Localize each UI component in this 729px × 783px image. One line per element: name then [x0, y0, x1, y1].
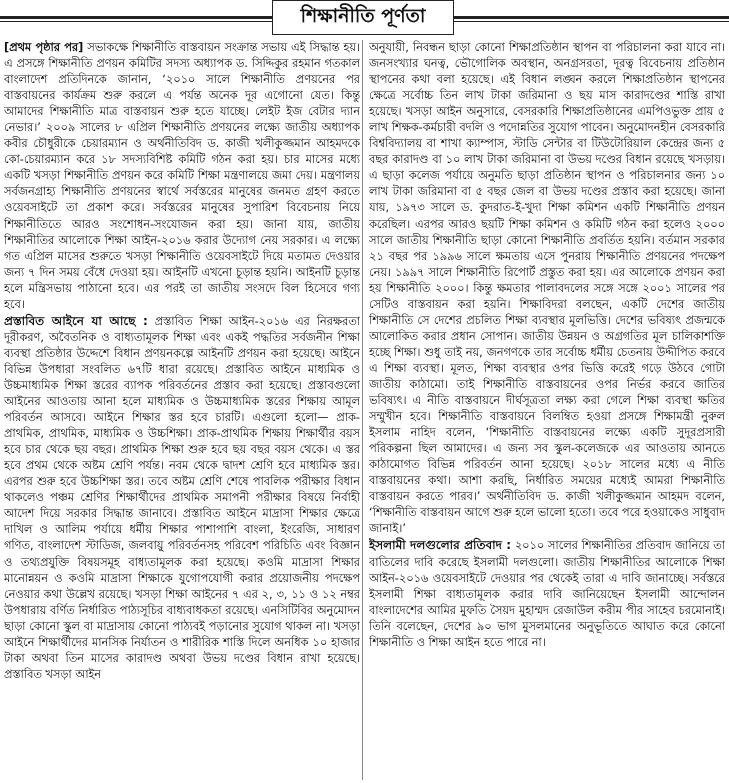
- left-paragraph-1: [4, 40, 360, 313]
- section-header: [0, 0, 729, 34]
- page-title: শিক্ষানীতি পূর্ণতা: [300, 4, 426, 27]
- column-divider: [362, 40, 363, 780]
- right-column: [369, 40, 725, 780]
- right-paragraph-2: [369, 537, 725, 650]
- left-paragraph-2: [4, 313, 360, 683]
- right-text-1: অনুযায়ী, নিবন্ধন ছাড়া কোনো শিক্ষাপ্রতিষ্ঠান স্থাপন বা পরিচালনা করা যাবে না। জনসংখ্যার ঘনত্ব, ভৌগোলিক অবস্থান, অনগ্রসরতা, দূরত্ব বিবেচনায় প্রতিষ্ঠান স্থাপনের কথা বলা হয়েছে। এই বিধান লঙ্ঘন করলে শিক্ষাপ্রতিষ্ঠান স্থাপনের ক্ষেত্রে সর্বোচ্চ তিন লাখ টাকা জরিমানা ও ছয় মাস কারাদণ্ডের শাস্তি রাখা হয়েছে। খসড়া আইন অনুসারে, বেসরকারি শিক্ষাপ্রতিষ্ঠানের এমপিওভুক্ত প্রায় ৫ লাখ শিক্ষক-কর্মচারী বদলি ও পদোন্নতির সুযোগ পাবেন। অনুমোদনহীন বেসরকারি বিশ্ববিদ্যালয় বা শাখা ক্যাম্পাস, স্টাডি সেন্টার বা টিউটোরিয়াল কেন্দ্রের জন্য ৫ বছর কারাদণ্ড বা ১০ লাখ টাকা জরিমানা বা উভয় দণ্ডের বিধান রয়েছে খসড়ায়। এ ছাড়া কলেজ পর্যায়ে অনুমতি ছাড়া প্রতিষ্ঠান স্থাপন ও পরিচালনার জন্য ১০ লাখ টাকা জরিমানা বা ৫ বছর জেল বা উভয় দণ্ডের প্রস্তাব করা হয়েছে। জানা যায়, ১৯৭৩ সালে ড. কুদরাত-ই-খুদা শিক্ষা কমিশন একটি শিক্ষানীতি প্রণয়ন করেছিল। এরপর আরও ছয়টি শিক্ষা কমিশন ও কমিটি গঠন করা হলেও ২০০০ সালে জাতীয় শিক্ষানীতি ছাড়া কোনো শিক্ষানীতি প্রবর্তিত হয়নি। বর্তমান সরকার ২১ বছর পর ১৯৯৬ সালে ক্ষমতায় এসে পুনরায় শিক্ষানীতি প্রণয়নের পদক্ষেপ নেয়। ১৯৯৭ সালে শিক্ষানীতি রিপোর্ট প্রস্তুত করা হয়। এর আলোকে প্রণয়ন করা হয় শিক্ষানীতি ২০০০। কিন্তু ক্ষমতার পালাবদলের সঙ্গে সঙ্গে ২০০১ সালের পর সেটিও বাস্তবায়ন করা হয়নি। শিক্ষাবিদরা বলছেন, একটি দেশের জাতীয় শিক্ষানীতি সে দেশের প্রচলিত শিক্ষা ব্যবস্থার মূলভিত্তি। দেশের ভবিষ্যৎ প্রজন্মকে আলোকিত করার প্রধান সোপান। জাতীয় উন্নয়ন ও অগ্রগতির মূল চালিকাশক্তি হচ্ছে শিক্ষা। শুধু তাই নয়, জনগণকে তার সর্বোচ্চ ধর্মীয় চেতনায় উদ্দীপিত করবে এ শিক্ষা ব্যবস্থা। মূলত, শিক্ষা ব্যবস্থার ওপর ভিত্তি করেই গড়ে উঠবে গোটা জাতীয় কাঠামো। তাই শিক্ষানীতি বাস্তবায়নের ওপর নির্ভর করবে জাতির ভবিষ্যৎ। এ নীতি বাস্তবায়নে দীর্ঘসূত্রতা লক্ষ্য করা গেলে শিক্ষা ব্যবস্থা ক্ষতির সম্মুখীন হবে। শিক্ষানীতি বাস্তবায়নে বিলম্বিত হওয়া প্রসঙ্গে শিক্ষামন্ত্রী নুরুল ইসলাম নাহিদ বলেন, ‘শিক্ষানীতি বাস্তবায়নের লক্ষ্যে একটি সুদূরপ্রসারী পরিকল্পনা ছিল আমাদের। এ জন্য সব স্কুল-কলেজকে এর আওতায় আনতে কাঠামোগত বিভিন্ন পরিবর্তন আনা হয়েছে। ২০১৮ সালের মধ্যে এ নীতি বাস্তবায়নের কথা। আশা করছি, নির্ধারিত সময়ের মধ্যেই আমরা শিক্ষানীতি বাস্তবায়ন করতে পারব।’ অর্থনীতিবিদ ড. কাজী খলীকুজ্জমান আহমদ বলেন, ‘শিক্ষানীতি বাস্তবায়ন আগে শুরু হলে ভালো হতো। তবে পরে হওয়াকেও সাধুবাদ জানাই।’: [369, 41, 725, 536]
- left-text-1: সভাকক্ষে শিক্ষানীতি বাস্তবায়ন সংক্রান্ত সভায় এই সিদ্ধান্ত হয়। এ প্রসঙ্গে শিক্ষানীতি প্রণয়ন কমিটির সদস্য অধ্যাপক ড. সিদ্দিকুর রহমান গতকাল বাংলাদেশ প্রতিদিনকে জানান, ‘২০১০ সালে শিক্ষানীতি প্রণয়নের পর বাস্তবায়নের কার্যক্রম শুরু করলে এ পর্যন্ত অনেক দূর এগোনো যেত। কিন্তু আমাদের শিক্ষানীতি মাত্র বাস্তবায়ন শুরু হতে যাচ্ছে। লেইট ইজ বেটার দ্যান নেভার।’ ২০০৯ সালের ৮ এপ্রিল শিক্ষানীতি প্রণয়নের লক্ষ্যে জাতীয় অধ্যাপক কবীর চৌধুরীকে চেয়ারম্যান ও অর্থনীতিবিদ ড. কাজী খলীকুজ্জমান আহমদকে কো-চেয়ারম্যান করে ১৮ সদস্যবিশিষ্ট কমিটি গঠন করা হয়। চার মাসের মধ্যে একটি খসড়া শিক্ষানীতি প্রণয়ন করে কমিটি শিক্ষা মন্ত্রণালয়ে জমা দেয়। মন্ত্রণালয় সর্বজনগ্রাহ্য শিক্ষানীতি প্রণয়নের স্বার্থে সর্বস্তরের মানুষের জনমত গ্রহণ করতে ওয়েবসাইটে তা প্রকাশ করে। সর্বস্তরের মানুষের সুপারিশ বিবেচনায় নিয়ে শিক্ষানীতিতে আরও সংশোধন-সংযোজন করা হয়। জানা যায়, জাতীয় শিক্ষানীতির আলোকে শিক্ষা আইন-২০১৬ করার উদ্যোগ নেয় সরকার। এ লক্ষ্যে গত এপ্রিল মাসের শুরুতে খসড়া শিক্ষানীতি ওয়েবসাইটে দিয়ে মতামত দেওয়ার জন্য ৭ দিন সময় বেঁধে দেওয়া হয়। আইনটি এখনো চূড়ান্ত হয়নি। আইনটি চূড়ান্ত হলে মন্ত্রিসভায় পাঠানো হবে। এর পরই তা জাতীয় সংসদে বিল হিসেবে গণ্য হবে।: [4, 41, 360, 311]
- left-column: [4, 40, 360, 780]
- subheading-proposed-law: প্রস্তাবিত আইনে যা আছে :: [4, 313, 148, 328]
- left-text-2: প্রস্তাবিত শিক্ষা আইন-২০১৬ এর নিরক্ষরতা দূরীকরণ, অবৈতনিক ও বাধ্যতামূলক শিক্ষা এবং একই পদ্ধতির সর্বজনীন শিক্ষা ব্যবস্থা প্রতিষ্ঠার উদ্দেশে বিধান প্রণয়নকল্পে আইনটি প্রণয়ন করা হয়েছে। আইনে বিভিন্ন উপধারা সংবলিত ৬৭টি ধারা রয়েছে। প্রস্তাবিত আইনে মাধ্যমিক ও উচ্চমাধ্যমিক শিক্ষা স্তরের ব্যাপক পরিবর্তনের প্রস্তাব করা হয়েছে। প্রস্তাবগুলো আইনের আওতায় আনা হলে মাধ্যমিক ও উচ্চমাধ্যমিক স্তরের শিক্ষায় আমূল পরিবর্তন আসবে। আইনে শিক্ষার স্তর হবে চারটি। এগুলো হলো— প্রাক-প্রাথমিক, প্রাথমিক, মাধ্যমিক ও উচ্চশিক্ষা। প্রাক-প্রাথমিক শিক্ষায় শিক্ষার্থীর বয়স হবে চার থেকে ছয় বছর। প্রাথমিক শিক্ষা শুরু হবে ছয় বছর বয়স থেকে। এ স্তর হবে প্রথম থেকে অষ্টম শ্রেণি পর্যন্ত। নবম থেকে দ্বাদশ শ্রেণি হবে মাধ্যমিক স্তর। এরপর শুরু হবে উচ্চশিক্ষা স্তর। তবে অষ্টম শ্রেণি শেষে পাবলিক পরীক্ষার বিধান থাকলেও পঞ্চম শ্রেণির শিক্ষার্থীদের প্রাথমিক সমাপনী পরীক্ষার বিষয়ে নির্বাহী আদেশ দিয়ে সরকার সিদ্ধান্ত জানাবে। প্রস্তাবিত আইনে মাদ্রাসা শিক্ষার ক্ষেত্রে দাখিল ও আলিম পর্যায়ে ধর্মীয় শিক্ষার পাশাপাশি বাংলা, ইংরেজি, সাধারণ গণিত, বাংলাদেশ স্টাডিজ, জলবায়ু পরিবর্তনসহ পরিবেশ পরিচিতি এবং বিজ্ঞান ও তথ্যপ্রযুক্তি বিষয়সমূহ বাধ্যতামূলক করা হয়েছে। কওমি মাদ্রাসা শিক্ষার মানোন্নয়ন ও কওমি মাদ্রাসা শিক্ষাকে যুগোপযোগী করার প্রয়োজনীয় পদক্ষেপ নেওয়ার কথা উল্লেখ রয়েছে। খসড়া শিক্ষা আইনের ৭ এর ২, ৩, ১১ ও ১২ নম্বর উপধারায় বর্ণিত নির্ধারিত পাঠ্যসূচির বাধ্যবাধকতা রয়েছে। এনসিটিবির অনুমোদন ছাড়া কোনো স্কুল বা মাদ্রাসায় কোনো পাঠ্যবই পড়ানোর সুযোগ থাকল না। খসড়া আইনে শিক্ষার্থীদের মানসিক নির্যাতন ও শারীরিক শাস্তি দিলে অনধিক ১০ হাজার টাকা অথবা তিন মাসের কারাদণ্ড অথবা উভয় দণ্ডের বিধান রাখা হয়েছে। প্রস্তাবিত খসড়া আইন: [4, 314, 360, 681]
- title-box: [272, 0, 454, 35]
- right-paragraph-1: [369, 40, 725, 537]
- right-text-2: ২০১০ সালের শিক্ষানীতির প্রতিবাদ জানিয়ে তা বাতিলের দাবি করেছে ইসলামী দলগুলো। জাতীয় শিক্ষানীতির আলোকে শিক্ষা আইন-২০১৬ ওয়েবসাইটে দেওয়ার পর থেকেই তারা এ দাবি জানাচ্ছে। সর্বস্তরে ইসলামী শিক্ষা বাধ্যতামূলক করার দাবি জানিয়েছেন ইসলামী আন্দোলন বাংলাদেশের আমির মুফতি সৈয়দ মুহাম্মদ রেজাউল করীম পীর সাহেব চরমোনাই। তিনি বলেছেন, দেশের ৯০ ভাগ মুসলমানের অনুভূতিতে আঘাত করে কোনো শিক্ষানীতি ও শিক্ষা আইন হতে পারে না।: [369, 539, 725, 649]
- subheading-islamic-parties: ইসলামী দলগুলোর প্রতিবাদ :: [369, 538, 512, 553]
- continued-marker: [প্রথম পৃষ্ঠার পর]: [4, 41, 84, 54]
